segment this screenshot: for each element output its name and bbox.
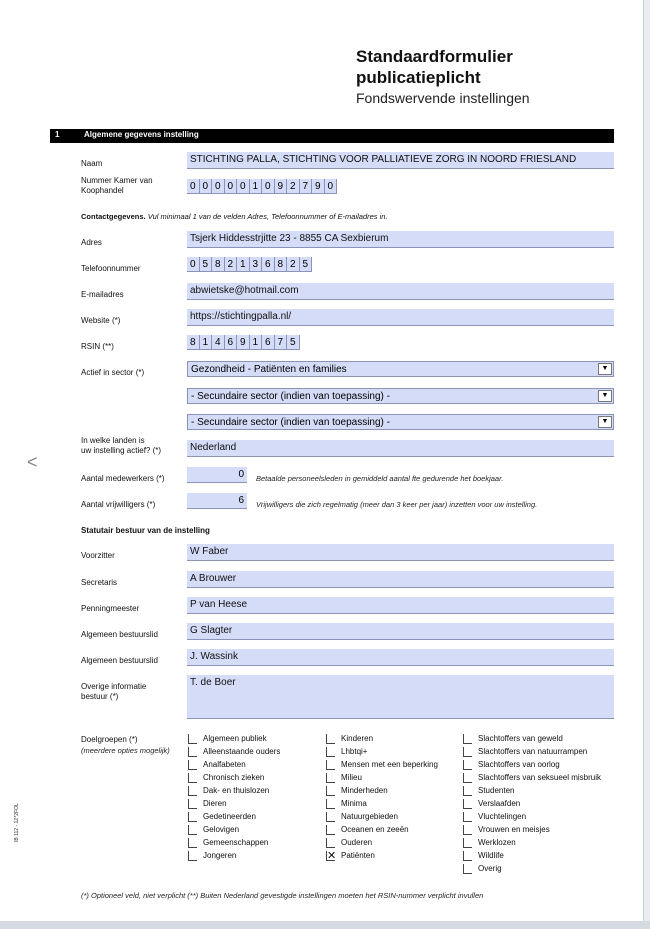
checkbox[interactable]	[188, 838, 197, 848]
naam-field[interactable]: STICHTING PALLA, STICHTING VOOR PALLIATIEVE ZORG IN NOORD FRIESLAND	[187, 152, 614, 169]
doelgroep-label: Analfabeten	[203, 760, 246, 769]
doelgroep-label: Slachtoffers van natuurrampen	[478, 747, 588, 756]
voorzitter-label: Voorzitter	[81, 551, 115, 560]
checkbox[interactable]	[188, 786, 197, 796]
vrijwilligers-field[interactable]: 6	[187, 493, 247, 509]
vrijwilligers-note: Vrijwilligers die zich regelmatig (meer dan 3 keer per jaar) inzetten voor uw instelling.	[256, 500, 538, 509]
footer-note: (*) Optioneel veld, niet verplicht (**) Buiten Nederland gevestigde instellingen moeten het RSIN-nummer verplicht invullen	[81, 891, 484, 900]
doelgroep-label: Werklozen	[478, 838, 516, 847]
doelgroep-option[interactable]	[188, 786, 269, 795]
checked-checkbox[interactable]	[326, 851, 335, 861]
checkbox[interactable]	[188, 799, 197, 809]
digit-cell[interactable]: 3	[250, 257, 263, 272]
digit-cell[interactable]: 1	[237, 257, 250, 272]
checkbox[interactable]	[188, 825, 197, 835]
digit-cell[interactable]: 9	[312, 179, 325, 194]
digit-cell[interactable]: 2	[287, 257, 300, 272]
checkbox[interactable]	[188, 747, 197, 757]
voorzitter-field[interactable]: W Faber	[187, 544, 614, 561]
kvk-label	[81, 176, 153, 196]
digit-cell[interactable]: 0	[237, 179, 250, 194]
digit-cell[interactable]: 0	[200, 179, 213, 194]
website-label: Website (*)	[81, 316, 121, 325]
digit-cell[interactable]: 9	[237, 335, 250, 350]
overig-label-line-1: Overige informatie	[81, 682, 147, 691]
penningmeester-field[interactable]: P van Heese	[187, 597, 614, 614]
rsin-field[interactable]	[187, 335, 300, 350]
doelgroep-label: Patiënten	[341, 851, 375, 860]
doelgroep-option[interactable]	[463, 734, 563, 743]
doelgroep-option[interactable]	[326, 812, 398, 821]
doelgroep-option[interactable]	[326, 838, 372, 847]
digit-cell[interactable]: 5	[200, 257, 213, 272]
sector3-select[interactable]	[187, 414, 614, 430]
doelgroep-label: Gelovigen	[203, 825, 240, 834]
doelgroep-option[interactable]	[326, 760, 438, 769]
checkbox[interactable]	[326, 799, 335, 809]
doelgroep-label: Oceanen en zeeën	[341, 825, 409, 834]
checkbox[interactable]	[463, 747, 472, 757]
digit-cell[interactable]: 8	[187, 335, 200, 350]
doelgroep-option[interactable]	[326, 825, 409, 834]
kvk-number-field[interactable]	[187, 179, 337, 194]
sector3-select-value: - Secundaire sector (indien van toepassing) -	[191, 417, 390, 428]
checkbox[interactable]	[326, 760, 335, 770]
doelgroep-option[interactable]	[463, 799, 520, 808]
doelgroep-option[interactable]	[326, 786, 388, 795]
doelgroep-label: Dieren	[203, 799, 227, 808]
doelgroep-label: Overig	[478, 864, 502, 873]
landen-label-line-2: uw instelling actief? (*)	[81, 446, 162, 455]
doelgroep-option[interactable]	[463, 747, 587, 756]
overig-bestuur-label	[81, 682, 146, 702]
doelgroep-label: Ouderen	[341, 838, 373, 847]
doelgroep-label: Gemeenschappen	[203, 838, 269, 847]
digit-cell[interactable]: 6	[262, 257, 275, 272]
doelgroep-label: Kinderen	[341, 734, 374, 743]
form-title	[356, 46, 513, 88]
form-subtitle: Fondswervende instellingen	[356, 90, 530, 106]
chevron-down-icon[interactable]: ▼	[598, 416, 612, 428]
checkbox[interactable]	[188, 773, 197, 783]
digit-cell[interactable]: 8	[212, 257, 225, 272]
doelgroep-option[interactable]	[188, 812, 256, 821]
landen-label	[81, 436, 161, 456]
penningmeester-label: Penningmeester	[81, 604, 140, 613]
section-header	[50, 129, 614, 143]
doelgroep-label: Lhbtqi+	[341, 747, 368, 756]
digit-cell[interactable]: 6	[225, 335, 238, 350]
title-line-2: publicatieplicht	[356, 68, 481, 87]
digit-cell[interactable]: 8	[275, 257, 288, 272]
checkbox[interactable]	[463, 812, 472, 822]
checkbox[interactable]	[326, 786, 335, 796]
digit-cell[interactable]: 7	[300, 179, 313, 194]
doelgroep-option[interactable]	[463, 786, 514, 795]
checkbox[interactable]	[463, 760, 472, 770]
doelgroep-label: Slachtoffers van geweld	[478, 734, 563, 743]
doelgroep-label: Studenten	[478, 786, 515, 795]
secretaris-label: Secretaris	[81, 578, 118, 587]
kvk-label-line-1: Nummer Kamer van	[81, 176, 153, 185]
doelgroep-option[interactable]	[188, 747, 280, 756]
doelgroep-label: Verslaafden	[478, 799, 521, 808]
digit-cell[interactable]: 2	[287, 179, 300, 194]
doelgroep-label: Mensen met een beperking	[341, 760, 438, 769]
doelgroep-option[interactable]	[326, 747, 367, 756]
medewerkers-note: Betaalde personeelsleden in gemiddeld aantal fte gedurende het boekjaar.	[256, 474, 504, 483]
doelgroep-label: Vluchtelingen	[478, 812, 527, 821]
section-number: 1	[55, 130, 60, 139]
contact-note: Vul minimaal 1 van de velden Adres, Telefoonnummer of E-mailadres in.	[147, 212, 388, 221]
adres-field[interactable]: Tsjerk Hiddesstrjitte 23 - 8855 CA Sexbierum	[187, 231, 614, 248]
doelgroep-option[interactable]	[188, 760, 246, 769]
doelgroep-option[interactable]	[463, 864, 502, 873]
checkbox[interactable]	[326, 825, 335, 835]
doelgroep-option[interactable]	[463, 851, 504, 860]
title-line-1: Standaardformulier	[356, 47, 513, 66]
landen-label-line-1: In welke landen is	[81, 436, 145, 445]
digit-cell[interactable]: 2	[225, 257, 238, 272]
doelgroep-label: Minima	[341, 799, 367, 808]
digit-cell[interactable]: 0	[225, 179, 238, 194]
doelgroep-option[interactable]	[188, 773, 264, 782]
medewerkers-field[interactable]: 0	[187, 467, 247, 483]
section-title: Algemene gegevens instelling	[84, 130, 199, 139]
overig-label-line-2: bestuur (*)	[81, 692, 119, 701]
email-label: E-mailadres	[81, 290, 124, 299]
checkbox[interactable]	[188, 812, 197, 822]
viewer-bottom-strip	[0, 921, 650, 929]
checkbox[interactable]	[188, 734, 197, 744]
doelgroep-option[interactable]	[463, 773, 601, 782]
kvk-label-line-2: Koophandel	[81, 186, 124, 195]
doelgroep-option[interactable]	[326, 799, 367, 808]
sector-label: Actief in sector (*)	[81, 368, 145, 377]
checkbox[interactable]	[463, 786, 472, 796]
checkbox[interactable]	[188, 851, 197, 861]
digit-cell[interactable]: 4	[212, 335, 225, 350]
doelgroep-label: Chronisch zieken	[203, 773, 265, 782]
checkbox[interactable]	[463, 864, 472, 874]
doelgroep-option[interactable]	[326, 851, 375, 860]
sector-select-value: Gezondheid - Patiënten en families	[191, 364, 347, 375]
digit-cell[interactable]: 5	[287, 335, 300, 350]
checkbox[interactable]	[188, 760, 197, 770]
checkbox[interactable]	[463, 734, 472, 744]
rsin-label: RSIN (**)	[81, 342, 114, 351]
checkbox[interactable]	[463, 773, 472, 783]
sector2-select[interactable]	[187, 388, 614, 404]
contact-heading	[81, 212, 388, 222]
vrijwilligers-label: Aantal vrijwilligers (*)	[81, 500, 156, 509]
digit-cell[interactable]: 0	[187, 179, 200, 194]
doelgroep-option[interactable]	[326, 773, 362, 782]
email-field[interactable]: abwietske@hotmail.com	[187, 283, 614, 300]
doelgroep-label: Gedetineerden	[203, 812, 256, 821]
landen-field[interactable]: Nederland	[187, 440, 614, 457]
digit-cell[interactable]: 7	[275, 335, 288, 350]
overig-bestuur-field[interactable]: T. de Boer	[187, 675, 614, 719]
secretaris-field[interactable]: A Brouwer	[187, 571, 614, 588]
doelgroep-label: Minderheden	[341, 786, 388, 795]
doelgroep-label: Alleenstaande ouders	[203, 747, 281, 756]
doelgroep-option[interactable]	[326, 734, 373, 743]
doelgroepen-label: Doelgroepen (*)	[81, 735, 138, 744]
checkbox[interactable]	[463, 799, 472, 809]
digit-cell[interactable]: 0	[212, 179, 225, 194]
checkbox[interactable]	[326, 734, 335, 744]
doelgroep-option[interactable]	[463, 760, 560, 769]
doelgroep-option[interactable]	[188, 734, 267, 743]
doelgroep-option[interactable]	[188, 838, 268, 847]
chevron-left-icon[interactable]: <	[27, 452, 38, 472]
digit-cell[interactable]: 0	[187, 257, 200, 272]
doelgroep-label: Wildlife	[478, 851, 504, 860]
doelgroep-label: Algemeen publiek	[203, 734, 267, 743]
checkbox[interactable]	[326, 812, 335, 822]
sector2-select-value: - Secundaire sector (indien van toepassing) -	[191, 391, 390, 402]
bestuur-heading: Statutair bestuur van de instelling	[81, 526, 210, 535]
doelgroep-label: Natuurgebieden	[341, 812, 398, 821]
medewerkers-label: Aantal medewerkers (*)	[81, 474, 165, 483]
doelgroep-option[interactable]	[188, 825, 239, 834]
digit-cell[interactable]: 6	[262, 335, 275, 350]
checkbox[interactable]	[463, 838, 472, 848]
digit-cell[interactable]: 5	[300, 257, 313, 272]
doelgroep-option[interactable]	[463, 838, 516, 847]
doelgroep-option[interactable]	[188, 799, 227, 808]
digit-cell[interactable]: 1	[200, 335, 213, 350]
contact-title: Contactgegevens.	[81, 212, 146, 221]
digit-cell[interactable]: 0	[325, 179, 338, 194]
doelgroepen-note: (meerdere opties mogelijk)	[81, 746, 170, 755]
naam-label: Naam	[81, 159, 103, 168]
checkbox[interactable]	[326, 747, 335, 757]
chevron-down-icon[interactable]: ▼	[598, 363, 612, 375]
digit-cell[interactable]: 0	[262, 179, 275, 194]
digit-cell[interactable]: 1	[250, 335, 263, 350]
telefoon-field[interactable]	[187, 257, 312, 272]
checkbox[interactable]	[463, 851, 472, 861]
telefoon-label: Telefoonnummer	[81, 264, 141, 273]
chevron-down-icon[interactable]: ▼	[598, 390, 612, 402]
digit-cell[interactable]: 9	[275, 179, 288, 194]
website-field[interactable]: https://stichtingpalla.nl/	[187, 309, 614, 326]
adres-label: Adres	[81, 238, 102, 247]
sector-select[interactable]	[187, 361, 614, 377]
doelgroep-label: Dak- en thuislozen	[203, 786, 270, 795]
bestuurslid1-label: Algemeen bestuurslid	[81, 630, 158, 639]
doelgroep-option[interactable]	[463, 825, 550, 834]
bestuurslid2-label: Algemeen bestuurslid	[81, 656, 158, 665]
checkbox[interactable]	[326, 773, 335, 783]
doelgroep-option[interactable]	[463, 812, 526, 821]
doelgroep-label: Slachtoffers van oorlog	[478, 760, 560, 769]
doelgroep-option[interactable]	[188, 851, 236, 860]
digit-cell[interactable]: 1	[250, 179, 263, 194]
doelgroep-label: Vrouwen en meisjes	[478, 825, 550, 834]
checkbox[interactable]	[463, 825, 472, 835]
checkbox[interactable]	[326, 838, 335, 848]
doelgroep-label: Milieu	[341, 773, 362, 782]
doelgroep-label: Slachtoffers van seksueel misbruik	[478, 773, 602, 782]
bestuurslid2-field[interactable]: J. Wassink	[187, 649, 614, 666]
bestuurslid1-field[interactable]: G Slagter	[187, 623, 614, 640]
form-code: IB 112 - 1Z*2FOL	[14, 803, 20, 842]
doelgroep-label: Jongeren	[203, 851, 237, 860]
